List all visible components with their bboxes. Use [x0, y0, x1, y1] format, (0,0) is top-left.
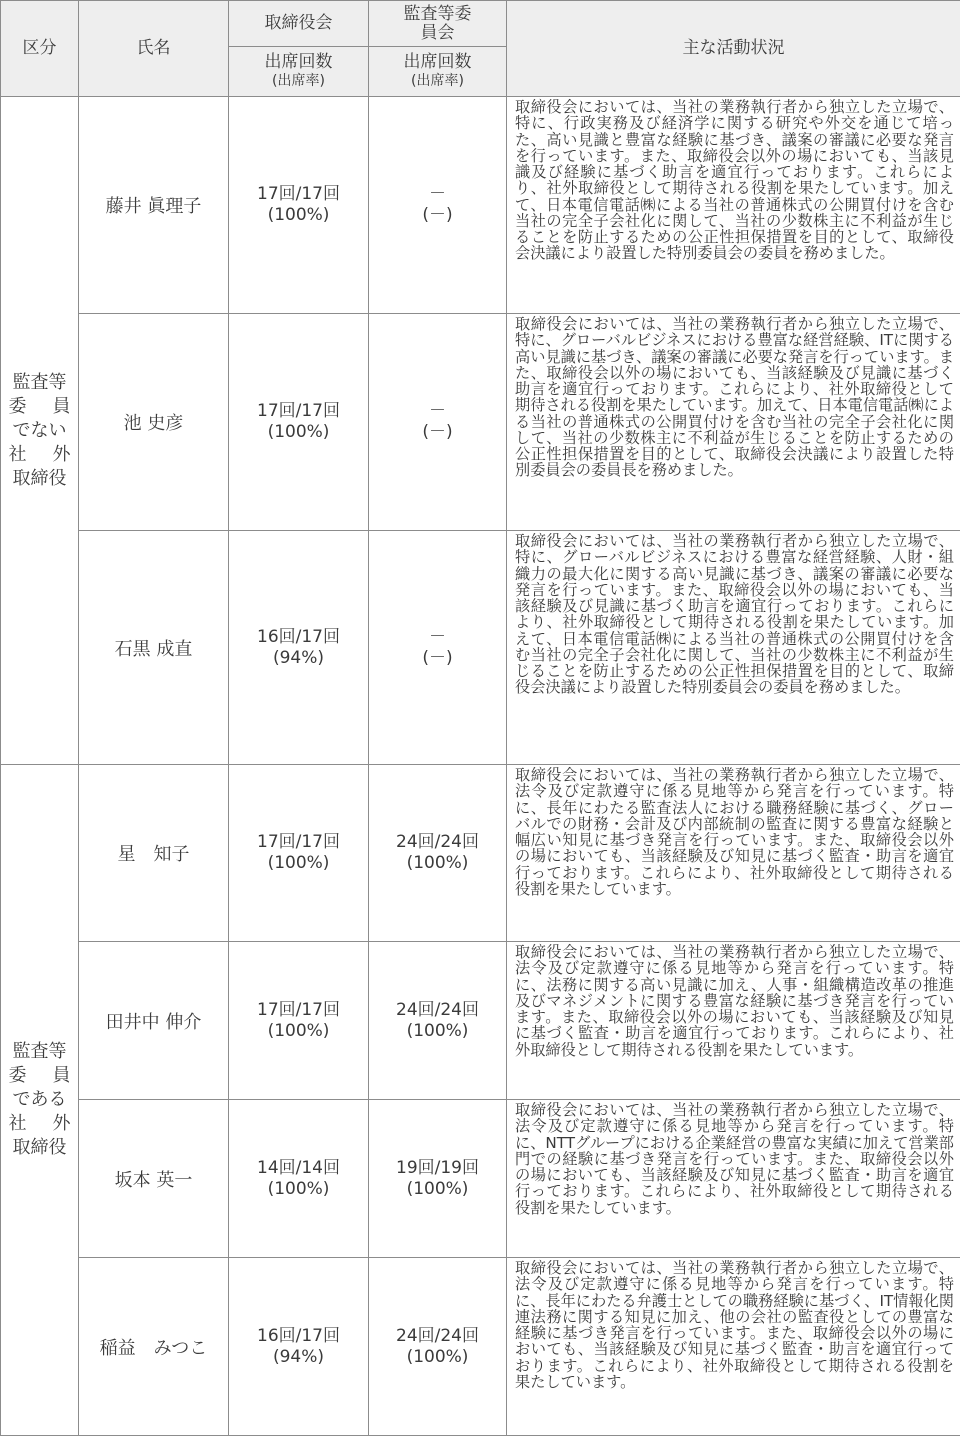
- board-attendance: 17回/17回 (100%): [229, 314, 369, 531]
- board-attendance: 14回/14回 (100%): [229, 1100, 369, 1258]
- activity-text: 取締役会においては、当社の業務執行者から独立した立場で、特に、グローバルビジネスにおける豊富な経営経験、ITに関する高い見識に基づき、議案の審議に必要な発言を行っています。また、取締役会以外の場においても、当該経験及び見識に基づく助言を適宜行っております。これらにより、社外取締役として期待される役割を果たしています。加えて、日本電信電話㈱による当社の普通株式の公開買付けを含む当社の完全子会社化に関して、当社の少数株主に不利益が生じることを防止するための公正性担保措置を目的として、取締役会決議により設置した特別委員会の委員長を務めました。: [507, 314, 960, 531]
- board-attendance: 17回/17回 (100%): [229, 765, 369, 942]
- table-row: [1, 942, 960, 1100]
- table-row: [1, 314, 960, 531]
- activity-text: 取締役会においては、当社の業務執行者から独立した立場で、法令及び定款遵守に係る見地等から発言を行っています。特に、法務に関する高い見識に加え、人事・組織構造改革の推進及びマネジメントに関する豊富な経験に基づき発言を行っています。また、取締役会以外の場においても、当該経験及び知見に基づく監査・助言を適宜行っております。これらにより、社外取締役として期待される役割を果たしています。: [507, 942, 960, 1100]
- member-name: 藤井 眞理子: [79, 97, 229, 314]
- table-row: [1, 531, 960, 765]
- header-audit-attendance: 出席回数 (出席率): [369, 47, 507, 97]
- member-name: 田井中 伸介: [79, 942, 229, 1100]
- audit-attendance: － (－): [369, 531, 507, 765]
- header-name: 氏名: [79, 1, 229, 97]
- audit-attendance: － (－): [369, 314, 507, 531]
- activity-text: 取締役会においては、当社の業務執行者から独立した立場で、法令及び定款遵守に係る見地等から発言を行っています。特に、長年にわたる弁護士としての職務経験に基づく、IT情報化関連法務に関する知見に加え、他の会社の監査役としての豊富な経験に基づき発言を行っています。また、取締役会以外の場においても、当該経験及び知見に基づく監査・助言を適宜行っております。これらにより、社外取締役として期待される役割を果たしています。: [507, 1258, 960, 1436]
- activity-text: 取締役会においては、当社の業務執行者から独立した立場で、法令及び定款遵守に係る見地等から発言を行っています。特に、NTTグループにおける企業経営の豊富な実績に加えて営業部門での経験に基づき発言を行っています。また、取締役会以外の場においても、当該経験及び知見に基づく監査・助言を適宜行っております。これらにより、社外取締役として期待される役割を果たしています。: [507, 1100, 960, 1258]
- category-non-audit: 監査等 委員 でない 社外 取締役: [1, 97, 79, 765]
- member-name: 星 知子: [79, 765, 229, 942]
- table-row: [1, 1100, 960, 1258]
- table-row: [1, 97, 960, 314]
- header-audit-committee: 監査等委員会: [369, 1, 507, 47]
- header-board: 取締役会: [229, 1, 369, 47]
- audit-attendance: 24回/24回 (100%): [369, 765, 507, 942]
- board-attendance: 17回/17回 (100%): [229, 942, 369, 1100]
- activity-text: 取締役会においては、当社の業務執行者から独立した立場で、特に、グローバルビジネスにおける豊富な経営経験、人財・組織力の最大化に関する高い見識に基づき、議案の審議に必要な発言を行っています。また、取締役会以外の場においても、当該経験及び見識に基づく助言を適宜行っております。これらにより、社外取締役として期待される役割を果たしています。加えて、日本電信電話㈱による当社の普通株式の公開買付けを含む当社の完全子会社化に関して、当社の少数株主に不利益が生じることを防止するための公正性担保措置を目的として、取締役会決議により設置した特別委員会の委員を務めました。: [507, 531, 960, 765]
- table-row: [1, 765, 960, 942]
- audit-attendance: 24回/24回 (100%): [369, 1258, 507, 1436]
- member-name: 稲益 みつこ: [79, 1258, 229, 1436]
- header-board-attendance: 出席回数 (出席率): [229, 47, 369, 97]
- audit-attendance: 24回/24回 (100%): [369, 942, 507, 1100]
- member-name: 池 史彦: [79, 314, 229, 531]
- activity-text: 取締役会においては、当社の業務執行者から独立した立場で、法令及び定款遵守に係る見地等から発言を行っています。特に、長年にわたる監査法人における職務経験に基づく、グローバルでの財務・会計及び内部統制の監査に関する豊富な経験と幅広い知見に基づき発言を行っています。また、取締役会以外の場においても、当該経験及び知見に基づく監査・助言を適宜行っております。これらにより、社外取締役として期待される役割を果たしています。: [507, 765, 960, 942]
- audit-attendance: 19回/19回 (100%): [369, 1100, 507, 1258]
- header-activities: 主な活動状況: [507, 1, 960, 97]
- category-audit: 監査等 委員 である 社外 取締役: [1, 765, 79, 1436]
- member-name: 石黒 成直: [79, 531, 229, 765]
- audit-attendance: － (－): [369, 97, 507, 314]
- board-attendance: 16回/17回 (94%): [229, 1258, 369, 1436]
- header-category: 区分: [1, 1, 79, 97]
- table-row: [1, 1258, 960, 1436]
- activity-text: 取締役会においては、当社の業務執行者から独立した立場で、特に、行政実務及び経済学に関する研究や外交を通じて培った、高い見識と豊富な経験に基づき、議案の審議に必要な発言を行っています。また、取締役会以外の場においても、当該見識及び経験に基づく助言を適宜行っております。これらにより、社外取締役として期待される役割を果たしています。加えて、日本電信電話㈱による当社の普通株式の公開買付けを含む当社の完全子会社化に関して、当社の少数株主に不利益が生じることを防止するための公正性担保措置を目的として、取締役会決議により設置した特別委員会の委員を務めました。: [507, 97, 960, 314]
- member-name: 坂本 英一: [79, 1100, 229, 1258]
- board-attendance: 16回/17回 (94%): [229, 531, 369, 765]
- board-attendance: 17回/17回 (100%): [229, 97, 369, 314]
